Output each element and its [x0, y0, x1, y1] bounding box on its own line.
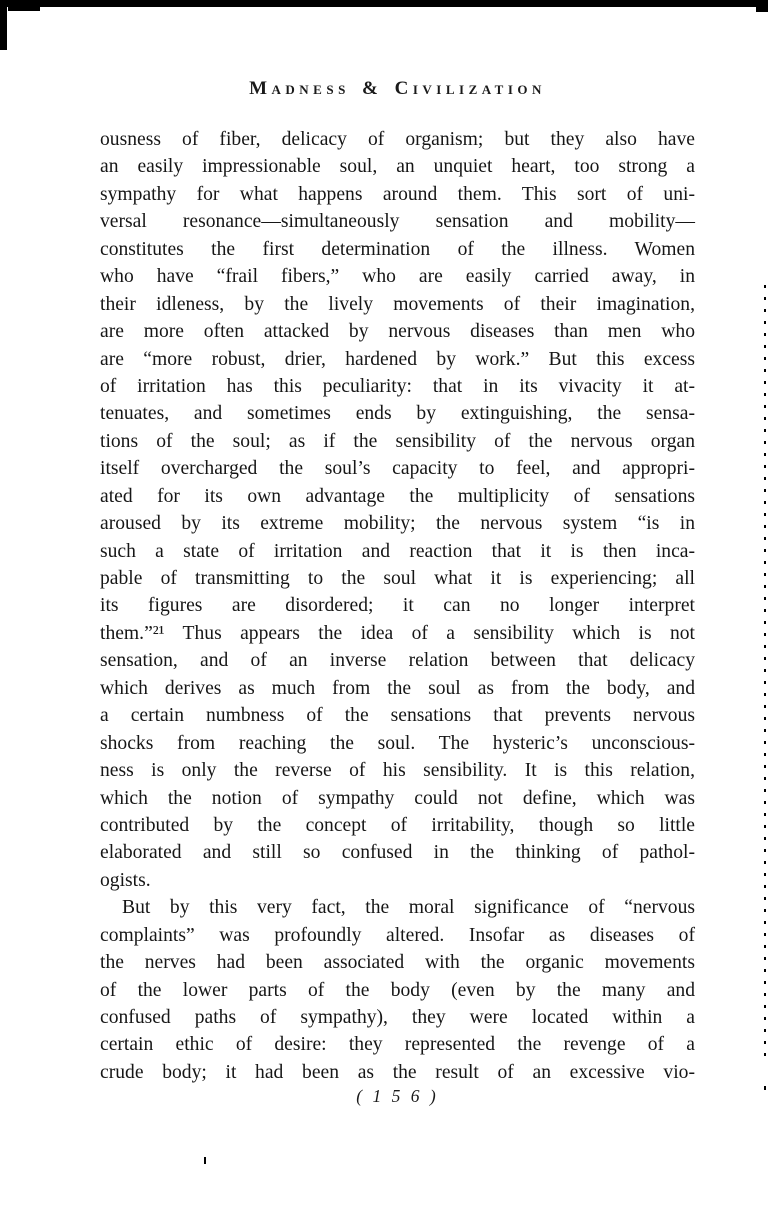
text-line: who have “frail fibers,” who are easily carried away, in	[100, 266, 695, 288]
text-line: an easily impressionable soul, an unquiet heart, too strong a	[100, 156, 695, 178]
text-line: But by this very fact, the moral significance of “nervous	[122, 897, 695, 919]
text-line: of the lower parts of the body (even by the many and	[100, 979, 695, 1001]
text-line: crude body; it had been as the result of an excessive vio-	[100, 1061, 695, 1083]
text-line: its figures are disordered; it can no longer interpret	[100, 595, 695, 617]
text-line: a certain numbness of the sensations that prevents nervous	[100, 705, 695, 727]
text-line: their idleness, by the lively movements of their imagination,	[100, 293, 695, 315]
text-line: elaborated and still so confused in the thinking of pathol-	[100, 842, 695, 864]
scan-artifact-lone-dash	[764, 1086, 766, 1090]
text-line: tions of the soul; as if the sensibility of the nervous organ	[100, 430, 695, 452]
scan-artifact-smudge	[8, 7, 40, 11]
text-line: shocks from reaching the soul. The hysteric’s unconscious-	[100, 732, 695, 754]
text-line: sensation, and of an inverse relation between that delicacy	[100, 650, 695, 672]
text-line: ated for its own advantage the multiplicity of sensations	[100, 485, 695, 507]
text-line: the nerves had been associated with the organic movements	[100, 952, 695, 974]
text-line: sympathy for what happens around them. This sort of uni-	[100, 183, 695, 205]
text-line: such a state of irritation and reaction that it is then inca-	[100, 540, 695, 562]
text-block	[100, 126, 695, 1086]
text-line: complaints” was profoundly altered. Insofar as diseases of	[100, 924, 695, 946]
text-line: versal resonance—simultaneously sensation and mobility—	[100, 211, 695, 233]
text-line: ousness of fiber, delicacy of organism; but they also have	[100, 129, 695, 150]
text-line: which derives as much from the soul as from the body, and	[100, 677, 695, 699]
scan-artifact-dashed-edge	[764, 285, 766, 1060]
text-line: which the notion of sympathy could not define, which was	[100, 787, 695, 809]
text-line: constitutes the first determination of the illness. Women	[100, 238, 695, 260]
scan-artifact-top-bar	[0, 0, 768, 7]
scan-artifact-speck	[204, 1157, 206, 1164]
text-line: of irritation has this peculiarity: that in its vivacity it at-	[100, 375, 695, 397]
text-line: confused paths of sympathy), they were located within a	[100, 1007, 695, 1028]
text-line: are “more robust, drier, hardened by work.” But this excess	[100, 348, 695, 370]
text-line: them.”²¹ Thus appears the idea of a sensibility which is not	[100, 622, 695, 644]
page-number: ( 1 5 6 )	[356, 1086, 439, 1106]
scan-artifact-top-right-mark	[756, 0, 768, 12]
text-line: contributed by the concept of irritability, though so little	[100, 814, 695, 836]
text-line: are more often attacked by nervous diseases than men who	[100, 321, 695, 343]
text-line: tenuates, and sometimes ends by extinguishing, the sensa-	[100, 403, 695, 425]
text-line: aroused by its extreme mobility; the nervous system “is in	[100, 513, 695, 535]
running-header: Madness & Civilization	[249, 78, 546, 99]
text-line: pable of transmitting to the soul what it is experiencing; all	[100, 568, 695, 589]
text-line: itself overcharged the soul’s capacity to feel, and appropri-	[100, 458, 695, 480]
text-line: certain ethic of desire: they represented the revenge of a	[100, 1034, 695, 1056]
text-line: ogists.	[100, 869, 151, 891]
text-line: ness is only the reverse of his sensibility. It is this relation,	[100, 760, 695, 782]
scan-artifact-left-strip	[0, 0, 7, 50]
